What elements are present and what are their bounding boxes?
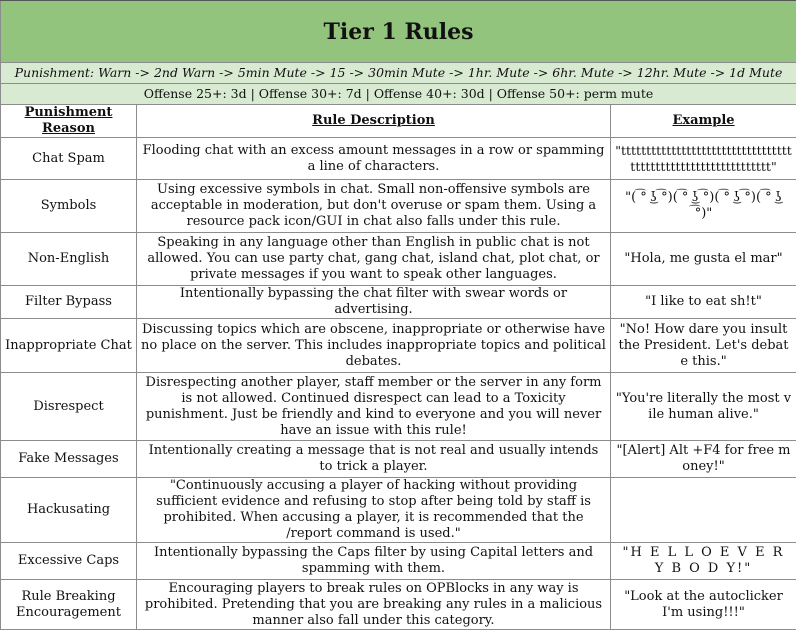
rule-description: Flooding chat with an excess amount messages in a row or spamming a line of characters. [137, 138, 611, 180]
rule-example: "tttttttttttttttttttttttttttttttttttttttttttttttttttttttttttttt" [611, 138, 796, 180]
rule-example: "Look at the autoclicker I'm using!!!" [611, 580, 796, 630]
rule-reason: Inappropriate Chat [1, 319, 137, 373]
table-row [1, 543, 796, 580]
header-description: Rule Description [137, 105, 611, 138]
rule-reason: Excessive Caps [1, 543, 137, 580]
rule-example: "H E L L O E V E R Y B O D Y!" [611, 543, 796, 580]
rule-example: "I like to eat sh!t" [611, 286, 796, 319]
table-row [1, 373, 796, 441]
rule-description: Discussing topics which are obscene, inappropriate or otherwise have no place on the server. This includes inappropriate topics and political debates. [137, 319, 611, 373]
rule-reason: Non-English [1, 233, 137, 286]
rule-example: "( ͡° ͜ʖ ͡°)( ͡° ͜ʖ ͡°)( ͡° ͜ʖ ͡°)( ͡° ͜ʖ ͡°)" [611, 180, 796, 233]
rule-reason: Chat Spam [1, 138, 137, 180]
table-row [1, 138, 796, 180]
offense-thresholds: Offense 25+: 3d | Offense 30+: 7d | Offense 40+: 30d | Offense 50+: perm mute [1, 84, 796, 105]
rule-description: Disrespecting another player, staff member or the server in any form is not allowed. Continued disrespect can lead to a Toxicity punishment. Just be friendly and kind to everyone and you will never have an issue with this rule! [137, 373, 611, 441]
rule-example [611, 478, 796, 543]
rule-reason: Filter Bypass [1, 286, 137, 319]
table-row [1, 441, 796, 478]
page-title: Tier 1 Rules [1, 1, 796, 63]
rule-description: "Continuously accusing a player of hacking without providing sufficient evidence and refusing to stop after being told by staff is prohibited. When accusing a player, it is recommended that the /report command is used." [137, 478, 611, 543]
header-example: Example [611, 105, 796, 138]
header-row [1, 105, 796, 138]
title-row [1, 1, 796, 63]
rule-description: Speaking in any language other than English in public chat is not allowed. You can use party chat, gang chat, island chat, plot chat, or private messages if you want to speak other languages. [137, 233, 611, 286]
rule-description: Using excessive symbols in chat. Small non-offensive symbols are acceptable in moderation, but don't overuse or spam them. Using a resource pack icon/GUI in chat also falls under this rule. [137, 180, 611, 233]
rule-reason: Rule Breaking Encouragement [1, 580, 137, 630]
rule-example: "[Alert] Alt +F4 for free money!" [611, 441, 796, 478]
rule-description: Intentionally bypassing the Caps filter by using Capital letters and spamming with them. [137, 543, 611, 580]
table-row [1, 478, 796, 543]
table-row [1, 580, 796, 630]
rule-reason: Hackusating [1, 478, 137, 543]
rule-reason: Symbols [1, 180, 137, 233]
table-row [1, 286, 796, 319]
rule-description: Intentionally bypassing the chat filter with swear words or advertising. [137, 286, 611, 319]
table-row [1, 319, 796, 373]
rule-description: Intentionally creating a message that is not real and usually intends to trick a player. [137, 441, 611, 478]
rule-example: "You're literally the most vile human alive." [611, 373, 796, 441]
rule-reason: Disrespect [1, 373, 137, 441]
rule-description: Encouraging players to break rules on OPBlocks in any way is prohibited. Pretending that you are breaking any rules in a malicious manner also fall under this category. [137, 580, 611, 630]
table-row [1, 233, 796, 286]
rule-example: "Hola, me gusta el mar" [611, 233, 796, 286]
punishment-row [1, 63, 796, 84]
rule-reason: Fake Messages [1, 441, 137, 478]
offense-row [1, 84, 796, 105]
rule-example: "No! How dare you insult the President. Let's debate this." [611, 319, 796, 373]
punishment-ladder: Punishment: Warn -> 2nd Warn -> 5min Mute -> 15 -> 30min Mute -> 1hr. Mute -> 6hr. Mute -> 12hr. Mute -> 1d Mute [1, 63, 796, 84]
header-reason: Punishment Reason [1, 105, 137, 138]
table-row [1, 180, 796, 233]
